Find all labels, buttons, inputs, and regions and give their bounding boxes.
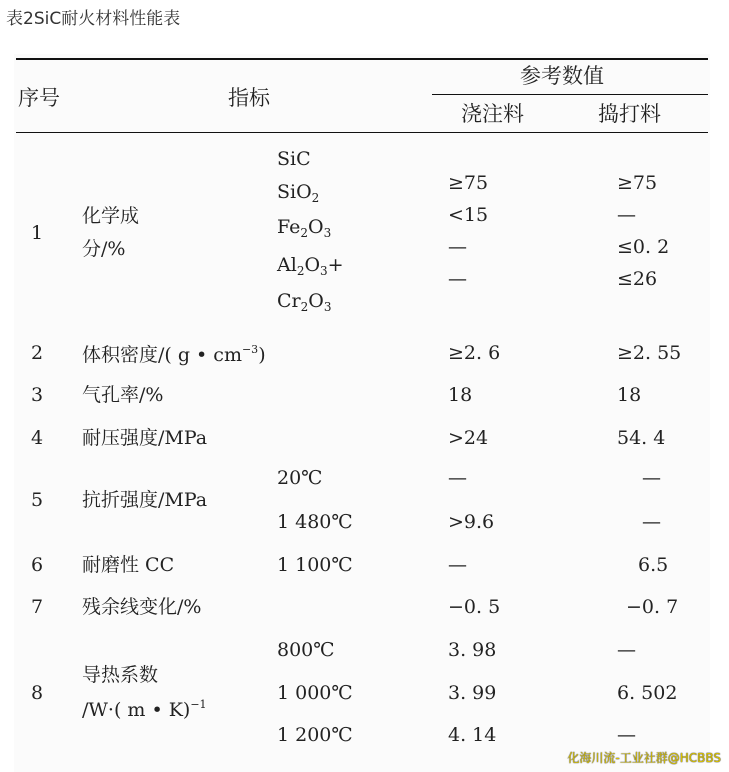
row1-comp-sio2: SiO$_2$ xyxy=(277,181,320,205)
header-ref-values: 参考数值 xyxy=(520,64,604,88)
header-indicator: 指标 xyxy=(228,86,270,110)
header-castable: 浇注料 xyxy=(461,102,524,126)
row4-no: 4 xyxy=(31,427,44,449)
table-caption: 表2SiC耐火材料性能表 xyxy=(6,9,181,29)
row2-name: 体积密度/( g • $cm^{-3}$) xyxy=(82,343,266,366)
row7-no: 7 xyxy=(31,596,44,618)
row3-castable: 18 xyxy=(448,384,473,406)
row1-comp-al2o3: $Al_2O_3+$ xyxy=(277,254,344,278)
row8-castable-1200: 4. 14 xyxy=(448,724,497,746)
row1-name-line1: 化学成 xyxy=(82,205,140,227)
row3-ramming: 18 xyxy=(617,384,642,406)
row5-no: 5 xyxy=(31,489,44,511)
row4-ramming: 54. 4 xyxy=(617,427,666,449)
row7-ramming: −0. 7 xyxy=(626,596,679,618)
row1-ramming-fe2o3: ≤0. 2 xyxy=(617,236,670,258)
row6-name: 耐磨性 CC xyxy=(82,554,175,576)
row4-castable: >24 xyxy=(448,427,489,449)
top-rule xyxy=(16,58,708,60)
row1-comp-cr2o3: $Cr_2O_3$ xyxy=(277,290,332,314)
row8-ramming-800: — xyxy=(617,639,636,661)
header-mid-rule xyxy=(432,94,708,95)
row8-ramming-1200: — xyxy=(617,724,636,746)
table-sheet xyxy=(14,54,710,772)
row6-ramming: 6.5 xyxy=(638,554,669,576)
row8-no: 8 xyxy=(31,682,44,704)
row5-castable2: >9.6 xyxy=(448,511,495,533)
row1-comp-sic: SiC xyxy=(277,148,311,170)
header-ramming: 捣打料 xyxy=(598,102,661,126)
row8-castable-800: 3. 98 xyxy=(448,639,497,661)
header-bottom-rule xyxy=(16,132,708,133)
row1-castable-sic: ≥75 xyxy=(448,172,489,194)
row1-castable-sio2: <15 xyxy=(448,204,489,226)
row8-name-line2: /W·( m • K)$^{-1}$ xyxy=(82,698,207,721)
row3-no: 3 xyxy=(31,384,44,406)
row1-ramming-sic: ≥75 xyxy=(617,172,658,194)
row1-ramming-al2o3: ≤26 xyxy=(617,268,658,290)
header-no: 序号 xyxy=(18,86,60,110)
row3-name: 气孔率/% xyxy=(82,384,164,406)
row1-comp-fe2o3: $Fe_2O_3$ xyxy=(277,216,332,240)
row8-cond-1200: 1 200℃ xyxy=(277,724,353,746)
row5-cond1: 20℃ xyxy=(277,467,323,489)
row6-castable: — xyxy=(448,554,467,576)
row1-no: 1 xyxy=(31,222,44,244)
row1-castable-fe2o3: — xyxy=(448,236,467,258)
row6-no: 6 xyxy=(31,554,44,576)
row5-cond2: 1 480℃ xyxy=(277,511,353,533)
row1-ramming-sio2: — xyxy=(617,204,636,226)
row2-no: 2 xyxy=(31,342,44,364)
row6-cond: 1 100℃ xyxy=(277,554,353,576)
row8-cond-1000: 1 000℃ xyxy=(277,682,353,704)
row5-ramming1: — xyxy=(642,467,661,489)
row7-name: 残余线变化/% xyxy=(82,596,202,618)
row8-castable-1000: 3. 99 xyxy=(448,682,497,704)
row1-castable-al2o3: — xyxy=(448,268,467,290)
row7-castable: −0. 5 xyxy=(448,596,501,618)
row4-name: 耐压强度/MPa xyxy=(82,427,208,449)
row8-cond-800: 800℃ xyxy=(277,639,335,661)
row2-castable: ≥2. 6 xyxy=(448,342,501,364)
row2-ramming: ≥2. 55 xyxy=(617,342,682,364)
row5-name: 抗折强度/MPa xyxy=(82,489,208,511)
row5-castable1: — xyxy=(448,467,467,489)
row8-name-line1: 导热系数 xyxy=(82,664,159,686)
row5-ramming2: — xyxy=(642,511,661,533)
row8-ramming-1000: 6. 502 xyxy=(617,682,678,704)
row1-name-line2: 分/% xyxy=(82,238,126,260)
watermark: 化海川流-工业社群@HCBBS xyxy=(567,751,721,765)
